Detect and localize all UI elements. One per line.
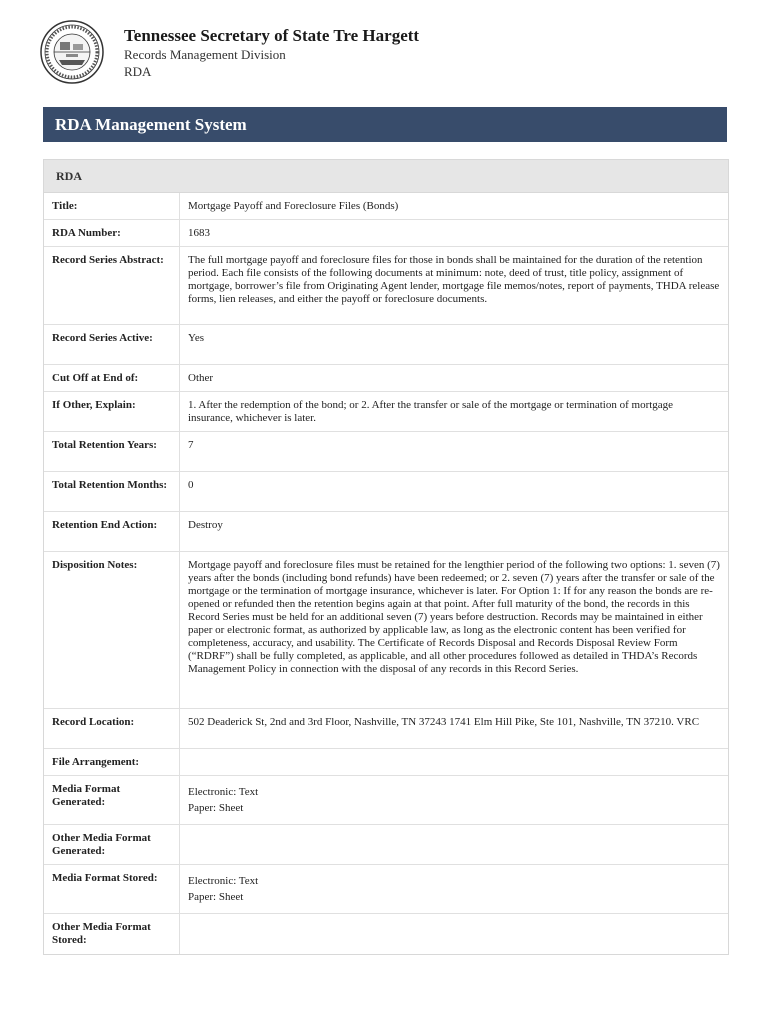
detail-value	[180, 914, 729, 954]
detail-label: Record Series Active:	[44, 325, 180, 365]
detail-row	[44, 552, 728, 709]
detail-value	[180, 865, 729, 914]
detail-label: Media Format Generated:	[44, 776, 180, 825]
detail-label: Media Format Stored:	[44, 865, 180, 914]
panel-heading	[44, 160, 728, 193]
detail-value: Mortgage payoff and foreclosure files must be retained for the lengthier period of the following two options: 1. seven (7) years after the bonds (including bond refunds) have been redeemed; or 2. seven (7) years after the transfer or sale of the mortgage or the termination of mortgage insurance, whichever is later. For Option 1: If for any reason the bonds are re-opened or refunded then the retention begins again at that point. After full maturity of the bond, the records in this Record Series must be held for an additional seven (7) years before destruction. Records may be maintained in either paper or electronic format, as authorized by applicable law, as long as the electronic content has been verified for completeness, accuracy, and usability. The Certificate of Records Disposal and Records Disposal Review Form (“RDRF”) shall be fully completed, as applicable, and all other procedures followed as detailed in THDA’s Records Management Policy in connection with the disposal of any records in this Record Series.	[180, 552, 729, 709]
detail-row	[44, 325, 728, 365]
detail-row	[44, 432, 728, 472]
detail-label: Other Media Format Generated:	[44, 825, 180, 865]
detail-label: Total Retention Months:	[44, 472, 180, 512]
header-division: Records Management Division	[124, 47, 286, 62]
detail-value: Mortgage Payoff and Foreclosure Files (Bonds)	[180, 193, 729, 220]
detail-value	[180, 776, 729, 825]
detail-label: File Arrangement:	[44, 749, 180, 776]
detail-row	[44, 193, 728, 220]
rda-details-table	[44, 193, 728, 954]
system-banner	[43, 107, 727, 142]
detail-row	[44, 825, 728, 865]
rda-panel	[43, 159, 729, 955]
detail-label: Retention End Action:	[44, 512, 180, 552]
detail-value: 502 Deaderick St, 2nd and 3rd Floor, Nashville, TN 37243 1741 Elm Hill Pike, Ste 101, Nashville, TN 37210. VRC	[180, 709, 729, 749]
detail-value: 1683	[180, 220, 729, 247]
detail-label: Total Retention Years:	[44, 432, 180, 472]
detail-row	[44, 776, 728, 825]
detail-label: Title:	[44, 193, 180, 220]
detail-value: Yes	[180, 325, 729, 365]
detail-label: Cut Off at End of:	[44, 365, 180, 392]
detail-value: Destroy	[180, 512, 729, 552]
detail-value: The full mortgage payoff and foreclosure files for those in bonds shall be maintained for the duration of the retention period. Each file consists of the following documents at minimum: note, deed of trust, title policy, assignment of mortgage, borrower’s file from Originating Agent lender, mortgage file memos/notes, report of payments, THDA release forms, lien releases, and either the payoff or foreclosure documents.	[180, 247, 729, 325]
header-subtitle: RDA	[124, 64, 152, 79]
tennessee-state-seal-icon	[40, 20, 104, 84]
media-format-line: Electronic: Text	[188, 875, 259, 887]
detail-value: Other	[180, 365, 729, 392]
detail-label: Disposition Notes:	[44, 552, 180, 709]
detail-row	[44, 220, 728, 247]
detail-label: Other Media Format Stored:	[44, 914, 180, 954]
detail-row	[44, 392, 728, 432]
detail-value: 0	[180, 472, 729, 512]
detail-row	[44, 512, 728, 552]
detail-row	[44, 365, 728, 392]
media-format-line: Electronic: Text	[188, 786, 259, 798]
detail-row	[44, 914, 728, 954]
banner-title: RDA Management System	[55, 115, 247, 134]
detail-row	[44, 865, 728, 914]
panel-heading-label: RDA	[56, 169, 82, 183]
detail-label: Record Series Abstract:	[44, 247, 180, 325]
detail-row	[44, 749, 728, 776]
header-title: Tennessee Secretary of State Tre Hargett	[124, 26, 420, 45]
detail-row	[44, 472, 728, 512]
detail-label: Record Location:	[44, 709, 180, 749]
detail-value: 1. After the redemption of the bond; or 2. After the transfer or sale of the mortgage or termination of mortgage insurance, whichever is later.	[180, 392, 729, 432]
detail-value: 7	[180, 432, 729, 472]
page-header	[40, 20, 730, 86]
detail-value	[180, 825, 729, 865]
media-format-line: Paper: Sheet	[188, 802, 244, 814]
detail-label: If Other, Explain:	[44, 392, 180, 432]
detail-value	[180, 749, 729, 776]
media-format-line: Paper: Sheet	[188, 891, 244, 903]
detail-row	[44, 709, 728, 749]
detail-row	[44, 247, 728, 325]
detail-label: RDA Number:	[44, 220, 180, 247]
